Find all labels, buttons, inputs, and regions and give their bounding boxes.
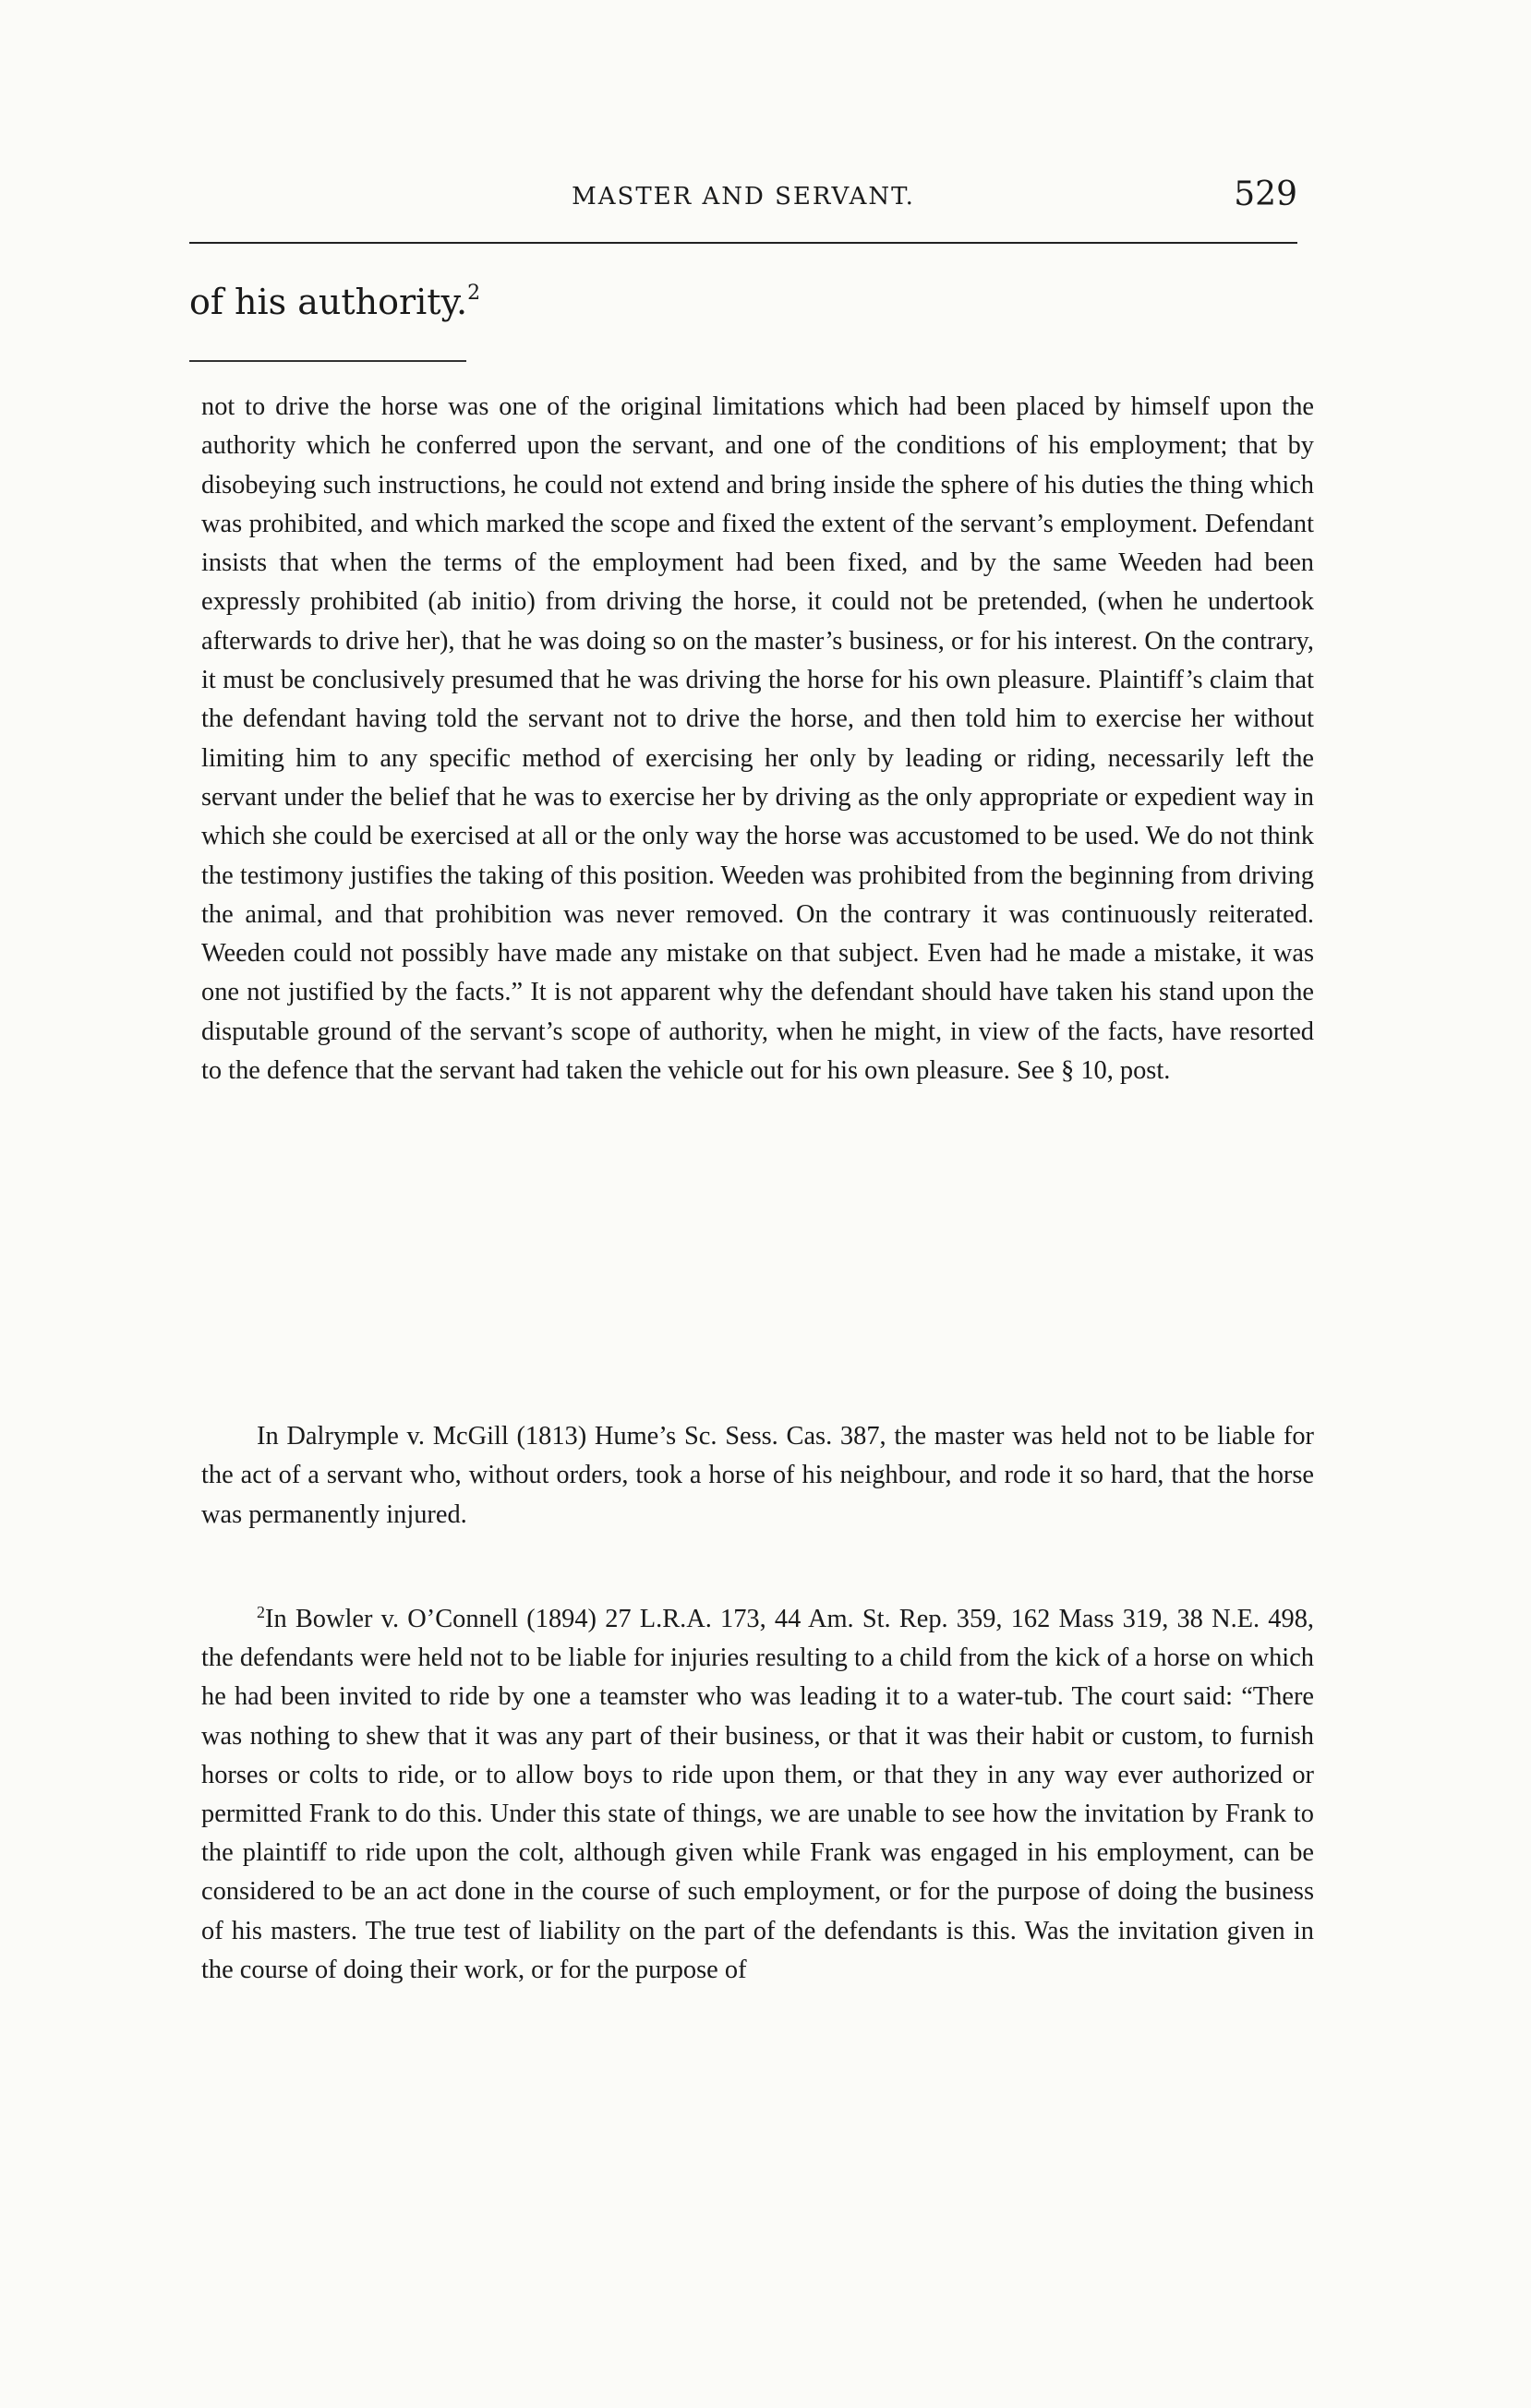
footnote-reference: 2 xyxy=(467,282,481,305)
footnote-dalrymple xyxy=(201,1417,1314,1535)
running-head xyxy=(189,175,1297,222)
page-number: 529 xyxy=(1234,175,1297,213)
body-text xyxy=(189,282,480,322)
footnote-dalrymple-text: In Dalrymple v. McGill (1813) Hume’s Sc. Sess. Cas. 387, the master was held not to be liable for the act of a servant who, without orders, took a horse of his neighbour, and rode it so hard, that the horse was permanently injured. xyxy=(201,1422,1314,1529)
footnote-2 xyxy=(201,1593,1314,1990)
header-rule xyxy=(189,242,1297,244)
running-head-title: MASTER AND SERVANT. xyxy=(572,183,915,211)
footnote-separator xyxy=(189,360,466,362)
footnote-continued xyxy=(201,388,1314,1090)
footnote-2-text: In Bowler v. O’Connell (1894) 27 L.R.A. 173, 44 Am. St. Rep. 359, 162 Mass 319, 38 N.E. 498, the defendants were held not to be liable for injuries resulting to a child from the kick of a horse on which he had been invited to ride by one a teamster who was leading it to a water-tub. The court said: “There was nothing to shew that it was any part of their business, or that it was their habit or custom, to furnish horses or colts to ride, or to allow boys to ride upon them, or that they in any way ever authorized or permitted Frank to do this. Under this state of things, we are unable to see how the invitation by Frank to the plaintiff to ride upon the colt, although given while Frank was engaged in his employment, can be considered to be an act done in the course of such employment, or for the purpose of doing the business of his masters. The true test of liability on the part of the defendants is this. Was the invitation given in the course of doing their work, or for the purpose of xyxy=(201,1605,1314,1984)
footnote-continued-text: not to drive the horse was one of the original limitations which had been placed by himself upon the authority which he conferred upon the servant, and one of the conditions of his employment; that by disobeying such instructions, he could not extend and bring inside the sphere of his duties the thing which was prohibited, and which marked the scope and fixed the extent of the servant’s employment. Defendant insists that when the terms of the employment had been fixed, and by the same Weeden had been expressly prohibited (ab initio) from driving the horse, it could not be pretended, (when he undertook afterwards to drive her), that he was doing so on the master’s business, or for his interest. On the contrary, it must be conclusively presumed that he was driving the horse for his own pleasure. Plaintiff’s claim that the defendant having told the servant not to drive the horse, and then told him to exercise her without limiting him to any specific method of exercising her only by leading or riding, necessarily left the servant under the belief that he was to exercise her by driving as the only appropriate or expedient way in which she could be exercised at all or the only way the horse was accustomed to be used. We do not think the testimony justifies the taking of this position. Weeden was prohibited from the beginning from driving the animal, and that prohibition was never removed. On the contrary it was continuously reiterated. Weeden could not possibly have made any mistake on that subject. Even had he made a mistake, it was one not justified by the facts.” It is not apparent why the defendant should have taken his stand upon the disputable ground of the servant’s scope of authority, when he might, in view of the facts, have resorted to the defence that the servant had taken the vehicle out for his own pleasure. See § 10, post. xyxy=(201,392,1314,1086)
body-sentence: of his authority. xyxy=(189,282,468,322)
footnote-2-marker: 2 xyxy=(257,1603,265,1621)
